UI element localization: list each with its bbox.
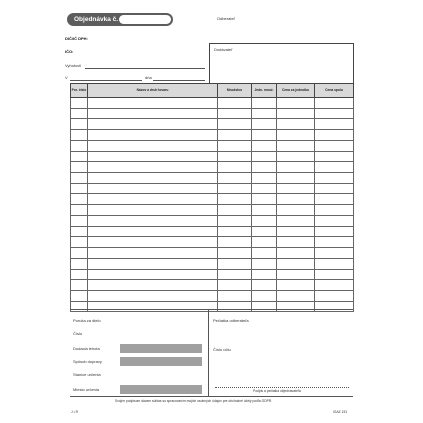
table-cell[interactable]	[252, 151, 277, 162]
table-cell[interactable]	[315, 130, 354, 141]
table-cell[interactable]	[88, 258, 218, 269]
table-cell[interactable]	[277, 205, 315, 216]
date-label: dňa	[145, 75, 152, 80]
table-row	[71, 98, 354, 109]
footer-bottom-line	[70, 396, 353, 397]
table-row	[71, 151, 354, 162]
order-number-pill	[67, 13, 173, 26]
table-cell[interactable]	[88, 215, 218, 226]
table-row	[71, 290, 354, 301]
table-cell[interactable]	[252, 301, 277, 312]
column-header: Množstvo	[218, 84, 252, 98]
table-cell[interactable]	[277, 98, 315, 109]
table-cell[interactable]	[88, 205, 218, 216]
table-cell[interactable]	[71, 98, 88, 109]
table-cell[interactable]	[218, 290, 252, 301]
table-cell[interactable]	[315, 173, 354, 184]
column-header: Názov a druh tovaru	[88, 84, 218, 98]
consent-text: Svojím podpisom dávam súhlas so spracovaním mojich osobných údajov pre obchodné účely podľa GDPR.	[115, 399, 273, 403]
table-cell[interactable]	[315, 151, 354, 162]
table-cell[interactable]	[277, 151, 315, 162]
table-cell[interactable]	[218, 194, 252, 205]
table-cell[interactable]	[88, 301, 218, 312]
table-cell[interactable]	[88, 162, 218, 173]
signature-label: Podpis a pečiatka objednávateľa	[253, 389, 301, 393]
table-cell[interactable]	[277, 183, 315, 194]
table-row	[71, 280, 354, 291]
table-cell[interactable]	[252, 248, 277, 259]
table-cell[interactable]	[88, 98, 218, 109]
table-cell[interactable]	[218, 130, 252, 141]
table-cell[interactable]	[252, 162, 277, 173]
table-cell[interactable]	[252, 194, 277, 205]
table-cell[interactable]	[252, 215, 277, 226]
table-cell[interactable]	[88, 140, 218, 151]
table-cell[interactable]	[315, 108, 354, 119]
table-cell[interactable]	[277, 226, 315, 237]
signature-line[interactable]	[215, 387, 349, 388]
order-form-page	[57, 6, 362, 418]
table-cell[interactable]	[277, 162, 315, 173]
column-header: Jedn. množ.	[252, 84, 277, 98]
table-cell[interactable]	[218, 226, 252, 237]
table-row	[71, 162, 354, 173]
table-cell[interactable]	[88, 108, 218, 119]
table-cell[interactable]	[252, 130, 277, 141]
table-cell[interactable]	[71, 258, 88, 269]
destination-label: Miesto určenia	[73, 387, 100, 392]
table-cell[interactable]	[277, 269, 315, 280]
table-cell[interactable]	[88, 119, 218, 130]
table-cell[interactable]	[252, 183, 277, 194]
table-cell[interactable]	[252, 205, 277, 216]
table-cell[interactable]	[71, 280, 88, 291]
table-row	[71, 140, 354, 151]
table-cell[interactable]	[88, 151, 218, 162]
table-cell[interactable]	[315, 258, 354, 269]
table-cell[interactable]	[218, 119, 252, 130]
table-cell[interactable]	[218, 269, 252, 280]
table-cell[interactable]	[315, 183, 354, 194]
payment-terms-label: Stanice určenia	[73, 372, 101, 377]
issued-by-line[interactable]	[85, 68, 205, 69]
table-cell[interactable]	[218, 151, 252, 162]
place-line[interactable]	[70, 80, 142, 81]
table-cell[interactable]	[88, 290, 218, 301]
table-row	[71, 226, 354, 237]
table-cell[interactable]	[252, 226, 277, 237]
table-cell[interactable]	[315, 205, 354, 216]
table-cell[interactable]	[252, 140, 277, 151]
table-row	[71, 269, 354, 280]
table-cell[interactable]	[218, 108, 252, 119]
table-cell[interactable]	[218, 173, 252, 184]
table-cell[interactable]	[71, 151, 88, 162]
table-cell[interactable]	[88, 280, 218, 291]
table-cell[interactable]	[71, 194, 88, 205]
table-cell[interactable]	[71, 183, 88, 194]
table-cell[interactable]	[71, 301, 88, 312]
table-row	[71, 183, 354, 194]
table-cell[interactable]	[88, 183, 218, 194]
table-cell[interactable]	[277, 119, 315, 130]
table-row	[71, 237, 354, 248]
table-cell[interactable]	[218, 280, 252, 291]
table-cell[interactable]	[315, 290, 354, 301]
table-cell[interactable]	[88, 226, 218, 237]
delivery-deadline-field[interactable]	[120, 344, 202, 353]
table-cell[interactable]	[71, 215, 88, 226]
table-cell[interactable]	[277, 140, 315, 151]
date-line[interactable]	[153, 80, 205, 81]
table-cell[interactable]	[315, 98, 354, 109]
company-id-label: IČO:	[65, 49, 74, 54]
in-label: V	[65, 75, 68, 80]
table-cell[interactable]	[71, 237, 88, 248]
table-cell[interactable]	[315, 248, 354, 259]
table-cell[interactable]	[218, 140, 252, 151]
table-cell[interactable]	[277, 248, 315, 259]
customer-label: Odberateľ	[217, 16, 235, 21]
table-cell[interactable]	[218, 237, 252, 248]
table-cell[interactable]	[277, 258, 315, 269]
table-cell[interactable]	[252, 108, 277, 119]
delivery-method-label: Spôsob dopravy	[73, 359, 102, 364]
customer-stamp-label: Pečiatka odberateľa	[213, 318, 249, 323]
number-label: Číslo	[73, 331, 83, 336]
table-cell[interactable]	[218, 301, 252, 312]
table-cell[interactable]	[71, 226, 88, 237]
table-cell[interactable]	[277, 215, 315, 226]
table-cell[interactable]	[218, 162, 252, 173]
table-row	[71, 194, 354, 205]
table-row	[71, 130, 354, 141]
table-cell[interactable]	[277, 301, 315, 312]
table-cell[interactable]	[315, 140, 354, 151]
table-row	[71, 205, 354, 216]
table-cell[interactable]	[252, 258, 277, 269]
table-cell[interactable]	[218, 205, 252, 216]
account-number-label: Číslo účtu	[213, 347, 231, 352]
table-cell[interactable]	[88, 194, 218, 205]
table-cell[interactable]	[315, 162, 354, 173]
code-right: IGAZ 151	[333, 410, 348, 414]
table-cell[interactable]	[315, 301, 354, 312]
table-cell[interactable]	[315, 119, 354, 130]
column-header: Cena za jednotku	[277, 84, 315, 98]
table-cell[interactable]	[71, 108, 88, 119]
table-cell[interactable]	[277, 108, 315, 119]
footer-divider	[70, 309, 353, 310]
table-cell[interactable]	[277, 290, 315, 301]
table-cell[interactable]	[315, 226, 354, 237]
delivery-deadline-label: Dodacia lehota	[73, 346, 100, 351]
table-row	[71, 119, 354, 130]
column-header: Por. číslo	[71, 84, 88, 98]
table-row	[71, 215, 354, 226]
table-header-row	[71, 84, 354, 98]
destination-field[interactable]	[120, 385, 202, 394]
table-cell[interactable]	[71, 290, 88, 301]
table-cell[interactable]	[252, 269, 277, 280]
order-number-field[interactable]	[119, 15, 171, 24]
order-number-label: Objednávka č.	[74, 16, 119, 23]
table-cell[interactable]	[88, 237, 218, 248]
table-cell[interactable]	[277, 280, 315, 291]
table-cell[interactable]	[71, 269, 88, 280]
table-row	[71, 108, 354, 119]
items-body	[71, 98, 354, 312]
table-cell[interactable]	[315, 237, 354, 248]
table-cell[interactable]	[71, 140, 88, 151]
table-row	[71, 248, 354, 259]
footer-vertical-divider	[208, 309, 209, 396]
column-header: Cena spolu	[315, 84, 354, 98]
table-cell[interactable]	[71, 248, 88, 259]
table-cell[interactable]	[71, 162, 88, 173]
table-cell[interactable]	[277, 194, 315, 205]
table-cell[interactable]	[218, 98, 252, 109]
table-cell[interactable]	[88, 173, 218, 184]
table-row	[71, 258, 354, 269]
supplier-label: Dodávateľ	[214, 47, 233, 52]
table-cell[interactable]	[71, 130, 88, 141]
table-cell[interactable]	[252, 98, 277, 109]
table-cell[interactable]	[252, 173, 277, 184]
table-cell[interactable]	[252, 280, 277, 291]
table-row	[71, 301, 354, 312]
table-cell[interactable]	[218, 183, 252, 194]
table-cell[interactable]	[71, 205, 88, 216]
table-cell[interactable]	[88, 269, 218, 280]
table-cell[interactable]	[252, 119, 277, 130]
table-cell[interactable]	[218, 258, 252, 269]
table-cell[interactable]	[277, 173, 315, 184]
table-cell[interactable]	[277, 237, 315, 248]
table-cell[interactable]	[71, 119, 88, 130]
warranty-label: Poruka za dielo	[73, 318, 101, 323]
table-cell[interactable]	[88, 130, 218, 141]
supplier-box[interactable]	[209, 43, 354, 85]
vat-id-label: DIČ/IČ DPH:	[65, 36, 88, 41]
table-cell[interactable]	[252, 237, 277, 248]
table-cell[interactable]	[315, 280, 354, 291]
table-cell[interactable]	[218, 248, 252, 259]
table-cell[interactable]	[315, 269, 354, 280]
issued-by-label: Vyhotovil	[65, 63, 82, 68]
items-table	[70, 83, 354, 312]
table-cell[interactable]	[315, 194, 354, 205]
table-cell[interactable]	[315, 215, 354, 226]
table-cell[interactable]	[88, 248, 218, 259]
delivery-method-field[interactable]	[120, 357, 202, 366]
table-cell[interactable]	[71, 173, 88, 184]
table-cell[interactable]	[277, 130, 315, 141]
code-left: J • R	[71, 410, 79, 414]
table-cell[interactable]	[252, 290, 277, 301]
table-cell[interactable]	[218, 215, 252, 226]
table-row	[71, 173, 354, 184]
